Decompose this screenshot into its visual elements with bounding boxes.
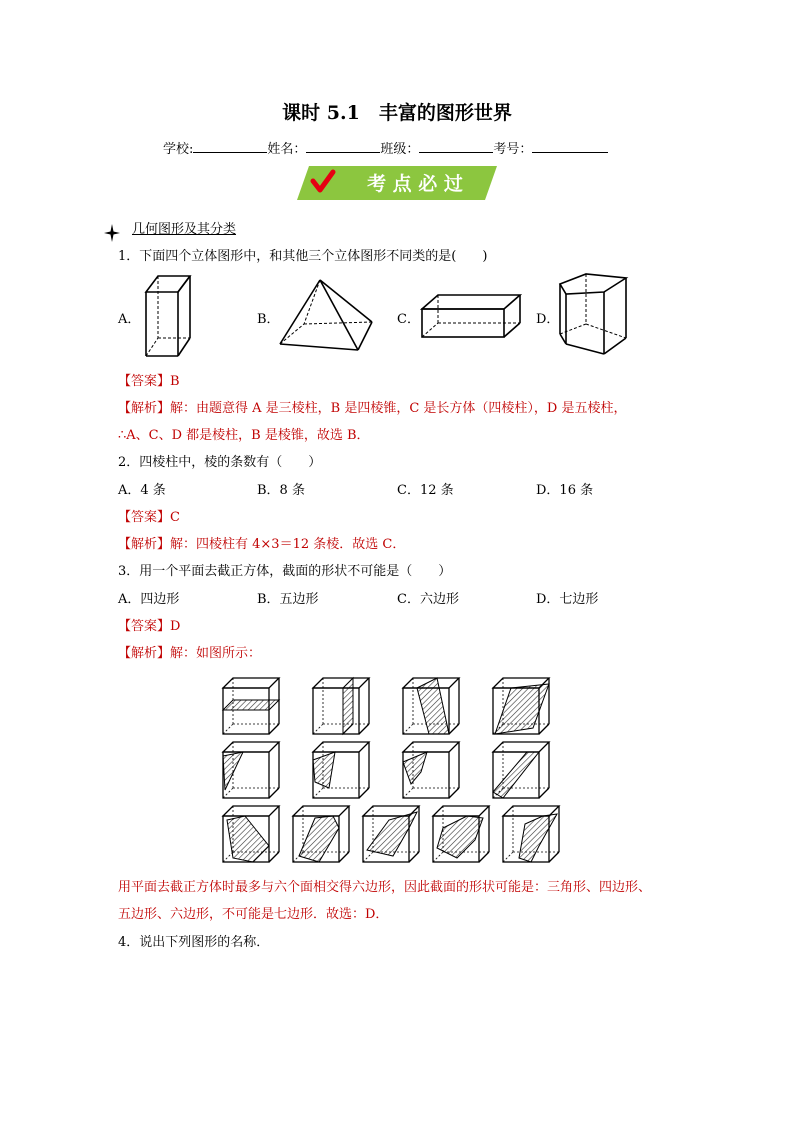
pyramid-figure [276,276,376,354]
q2-answer [118,506,180,525]
q3-conclusion-1: 用平面去截正方体时最多与六个面相交得六边形，因此截面的形状可能是：三角形、四边形、 [118,880,652,895]
analysis-text: 解：由题意得 A 是三棱柱，B 是四棱锥，C 是长方体（四棱柱），D 是五棱柱， [170,401,627,416]
cube-cross-sections-figure [215,672,565,868]
banner-label: 考 点 必 过 [367,173,463,195]
q1-stem: 1．下面四个立体图形中，和其他三个立体图形不同类的是( ) [118,249,488,264]
section-cube-11 [363,806,419,862]
student-info-line [163,138,608,157]
section-cube-1 [223,678,279,734]
analysis-tag: 【解析】 [118,537,171,552]
class-label: 班级： [380,142,420,157]
q1-label-b: B． [257,312,280,327]
q3-option-c: C．六边形 [397,592,459,607]
exam-no-label: 考号： [493,142,533,157]
section-cube-9 [223,806,279,862]
answer-tag: 【答案】 [118,619,171,634]
q1-label-a: A． [118,312,141,327]
q2-option-b: B．8 条 [257,483,305,498]
answer-value: D [170,619,181,634]
pentagonal-prism-figure [556,270,632,362]
section-cube-6 [313,742,369,798]
section-cube-13 [503,806,559,862]
class-blank[interactable] [419,138,493,153]
q3-analysis [118,642,261,661]
q1-analysis-1 [118,397,627,416]
answer-tag: 【答案】 [118,510,171,525]
name-blank[interactable] [306,138,380,153]
q2-analysis [118,533,405,552]
answer-value: C [170,510,180,525]
banner-graphic [297,166,497,200]
section-cube-12 [433,806,489,862]
section-cube-8 [493,742,549,798]
name-label: 姓名： [267,142,307,157]
analysis-text: 解：四棱柱有 4×3＝12 条棱．故选 C． [170,537,406,552]
q3-conclusion-2: 五边形、六边形，不可能是七边形．故选：D． [118,907,389,922]
q1-label-c: C． [397,312,420,327]
q2-option-c: C．12 条 [397,483,454,498]
answer-value: B [170,374,180,389]
q3-option-b: B．五边形 [257,592,319,607]
q3-option-a: A．四边形 [118,592,180,607]
section-cube-5 [223,742,279,798]
analysis-tag: 【解析】 [118,401,171,416]
cuboid-figure [418,291,524,341]
section-cube-3 [403,678,459,734]
answer-tag: 【答案】 [118,374,171,389]
section-cube-10 [293,806,349,862]
q3-answer [118,615,180,634]
q4-stem: 4．说出下列图形的名称． [118,935,270,950]
exam-no-blank[interactable] [532,138,608,153]
triangular-prism-figure [140,268,200,360]
section-title: 几何图形及其分类 [132,222,237,237]
section-banner [297,166,497,200]
q3-option-d: D．七边形 [536,592,599,607]
section-cube-7 [403,742,459,798]
q3-stem: 3．用一个平面去截正方体，截面的形状不可能是（ ） [118,564,452,579]
section-cube-4 [493,678,549,734]
school-label: 学校: [163,142,194,157]
q1-label-d: D． [536,312,560,327]
q1-answer [118,370,180,389]
q1-analysis-2: ∴A、C、D 都是棱柱，B 是棱锥，故选 B． [118,428,370,443]
q2-option-a: A．4 条 [118,483,166,498]
section-cube-2 [313,678,369,734]
q2-stem: 2．四棱柱中，棱的条数有（ ） [118,455,322,470]
q2-option-d: D．16 条 [536,483,594,498]
analysis-text: 解：如图所示： [170,646,262,661]
sparkle-icon [104,224,120,242]
school-blank[interactable] [193,138,267,153]
page-title: 课时 5.1 丰富的图形世界 [282,102,512,124]
analysis-tag: 【解析】 [118,646,171,661]
